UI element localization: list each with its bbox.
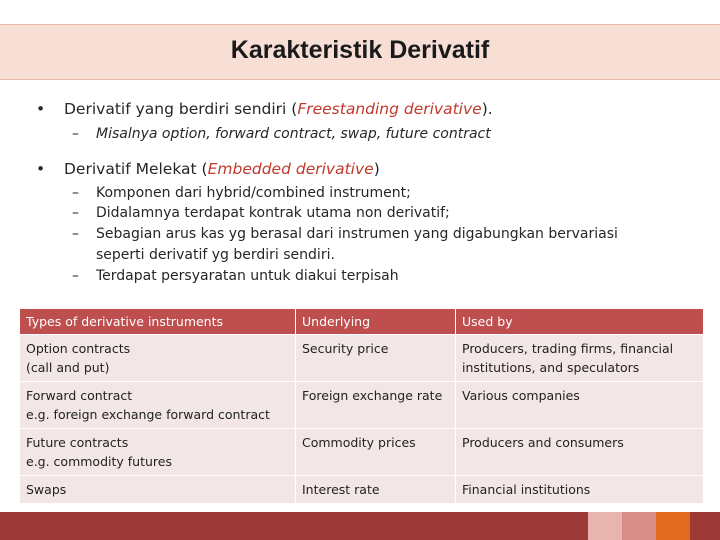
- cell-line: Producers, trading firms, financial: [462, 341, 674, 356]
- cell-type: [20, 382, 296, 429]
- cell-line: Various companies: [462, 388, 580, 403]
- bullet-text: Derivatif yang berdiri sendiri (: [64, 100, 298, 118]
- sub-bullet-text: Komponen dari hybrid/combined instrument;: [96, 185, 411, 201]
- cell-line: e.g. foreign exchange forward contract: [26, 407, 270, 422]
- footer-bar: [0, 512, 720, 540]
- bullet-text: Derivatif Melekat (: [64, 160, 208, 178]
- bullet-embedded: [36, 160, 380, 178]
- sub-bullet: [72, 126, 491, 142]
- bullet-dot-icon: •: [36, 160, 46, 178]
- table-row: [20, 429, 704, 476]
- sub-bullet-continuation: [96, 247, 335, 263]
- slide-title: Karakteristik Derivatif: [230, 36, 490, 64]
- cell-line: Future contracts: [26, 435, 129, 450]
- table-header-row: [20, 309, 704, 335]
- cell-underlying: Security price: [296, 335, 456, 382]
- derivative-table: [19, 308, 704, 504]
- sub-bullet-text: Sebagian arus kas yg berasal dari instrumen yang digabungkan bervariasi: [96, 226, 618, 242]
- footer-segment-dark: [0, 512, 588, 540]
- cell-type: [20, 476, 296, 504]
- cell-used-by: [456, 476, 704, 504]
- cell-line: Option contracts: [26, 341, 131, 356]
- cell-underlying: Foreign exchange rate: [296, 382, 456, 429]
- sub-bullet-text: Didalamnya terdapat kontrak utama non derivatif;: [96, 205, 450, 221]
- bullet-text-end: ): [373, 160, 380, 178]
- cell-line: institutions, and speculators: [462, 360, 640, 375]
- footer-segment-orange: [656, 512, 690, 540]
- table-row: [20, 335, 704, 382]
- sub-bullet: [72, 185, 411, 201]
- bullet-emphasis: Embedded derivative: [207, 160, 374, 178]
- cell-type: [20, 429, 296, 476]
- header-used-by: Used by: [456, 309, 704, 335]
- sub-bullet: [72, 268, 399, 284]
- header-types: Types of derivative instruments: [20, 309, 296, 335]
- cell-used-by: [456, 382, 704, 429]
- cell-line: Forward contract: [26, 388, 133, 403]
- dash-icon: –: [72, 205, 79, 221]
- sub-bullet-text: Terdapat persyaratan untuk diakui terpisah: [96, 268, 399, 284]
- cell-used-by: [456, 429, 704, 476]
- bullet-freestanding: [36, 100, 493, 118]
- dash-icon: –: [72, 126, 79, 142]
- cell-line: e.g. commodity futures: [26, 454, 172, 469]
- cell-underlying: Interest rate: [296, 476, 456, 504]
- cell-used-by: [456, 335, 704, 382]
- sub-bullet-text: seperti derivatif yg berdiri sendiri.: [96, 247, 335, 263]
- header-underlying: Underlying: [296, 309, 456, 335]
- cell-line: Swaps: [26, 482, 67, 497]
- cell-line: Producers and consumers: [462, 435, 624, 450]
- dash-icon: –: [72, 226, 79, 242]
- cell-line: (call and put): [26, 360, 110, 375]
- dash-icon: –: [72, 268, 79, 284]
- sub-bullet: [72, 205, 450, 221]
- footer-segment-light: [588, 512, 622, 540]
- dash-icon: –: [72, 185, 79, 201]
- bullet-emphasis: Freestanding derivative: [297, 100, 482, 118]
- table-row: [20, 476, 704, 504]
- footer-segment-end: [690, 512, 720, 540]
- bullet-text-end: ).: [481, 100, 493, 118]
- cell-underlying: Commodity prices: [296, 429, 456, 476]
- footer-segment-pink: [622, 512, 656, 540]
- bullet-dot-icon: •: [36, 100, 46, 118]
- cell-type: [20, 335, 296, 382]
- cell-line: Financial institutions: [462, 482, 591, 497]
- sub-bullet: [72, 226, 618, 242]
- table-row: [20, 382, 704, 429]
- sub-bullet-text: Misalnya option, forward contract, swap, future contract: [96, 126, 491, 142]
